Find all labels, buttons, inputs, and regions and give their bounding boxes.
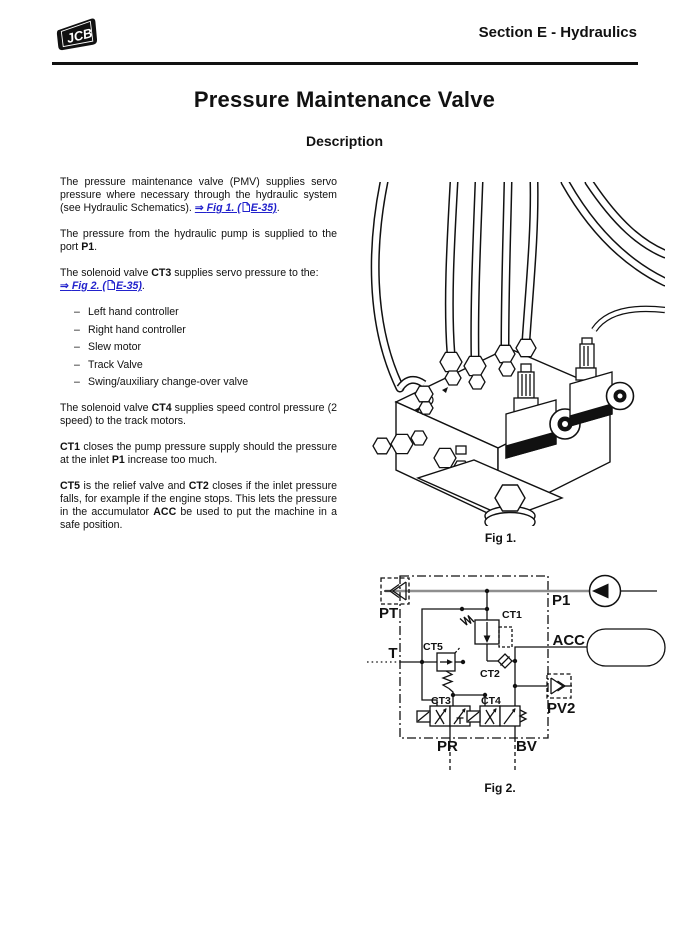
label-t: T bbox=[388, 645, 398, 662]
link-arrow-icon: ⇒ bbox=[194, 202, 207, 214]
paragraph-ct4: The solenoid valve CT4 supplies speed control pressure (2 speed) to the track motors. bbox=[60, 402, 337, 427]
paragraph-ct1: CT1 closes the pump pressure supply should the pressure at the inlet P1 increase too much. bbox=[60, 441, 337, 466]
paragraph-ct5: CT5 is the relief valve and CT2 closes if the inlet pressure falls, for example if the engine stops. This lets the pressure in the accumulator ACC be used to put the machine in a safe position. bbox=[60, 480, 338, 531]
fig1-illustration bbox=[358, 182, 665, 526]
page-icon bbox=[107, 280, 115, 290]
fig1-link[interactable]: ⇒ Fig 1. ( E-35) bbox=[194, 202, 277, 214]
label-bv: BV bbox=[516, 738, 537, 755]
list-item: – Swing/auxiliary change-over valve bbox=[74, 376, 249, 388]
list-item: – Left hand controller bbox=[74, 306, 179, 318]
label-ct1: CT1 bbox=[502, 609, 522, 621]
fig2-link[interactable]: ⇒ Fig 2. ( E-35) bbox=[60, 280, 142, 292]
label-pt: PT bbox=[379, 605, 399, 622]
paragraph-pump-supply: The pressure from the hydraulic pump is supplied to the port P1. bbox=[60, 228, 337, 253]
label-acc: ACC bbox=[552, 632, 585, 649]
servo-pressure-list bbox=[60, 306, 337, 389]
header-rule bbox=[52, 62, 638, 65]
list-item: – Right hand controller bbox=[74, 323, 186, 336]
link-arrow-icon: ⇒ bbox=[60, 280, 72, 292]
section-header: Section E - Hydraulics bbox=[478, 24, 637, 41]
label-ct2: CT2 bbox=[480, 668, 500, 680]
logo-text: JCB bbox=[65, 25, 94, 46]
fig2-caption: Fig 2. bbox=[484, 781, 516, 795]
label-ct4: CT4 bbox=[481, 695, 501, 707]
page-subtitle: Description bbox=[305, 133, 383, 149]
list-item: – Slew motor bbox=[74, 341, 141, 353]
body-column bbox=[60, 176, 337, 545]
label-ct5: CT5 bbox=[423, 641, 443, 653]
label-p1: P1 bbox=[552, 592, 571, 609]
fig1-caption: Fig 1. bbox=[484, 531, 517, 545]
page-title: Pressure Maintenance Valve bbox=[193, 87, 496, 112]
paragraph-pmv-intro: The pressure maintenance valve (PMV) supplies servo pressure where necessary through the hydraulic system (see Hydraulic Schematics). ⇒ Fig 1. ( E-35). bbox=[60, 176, 337, 214]
label-ct3: CT3 bbox=[431, 695, 451, 707]
jcb-logo bbox=[52, 14, 104, 58]
label-pr: PR bbox=[437, 738, 458, 755]
list-item: – Track Valve bbox=[74, 358, 143, 371]
paragraph-ct3: The solenoid valve CT3 supplies servo pressure to the: ⇒ Fig 2. ( E-35). bbox=[60, 267, 319, 292]
fig2-schematic bbox=[365, 558, 687, 780]
page-icon bbox=[242, 202, 250, 212]
label-pv2: PV2 bbox=[547, 700, 576, 717]
